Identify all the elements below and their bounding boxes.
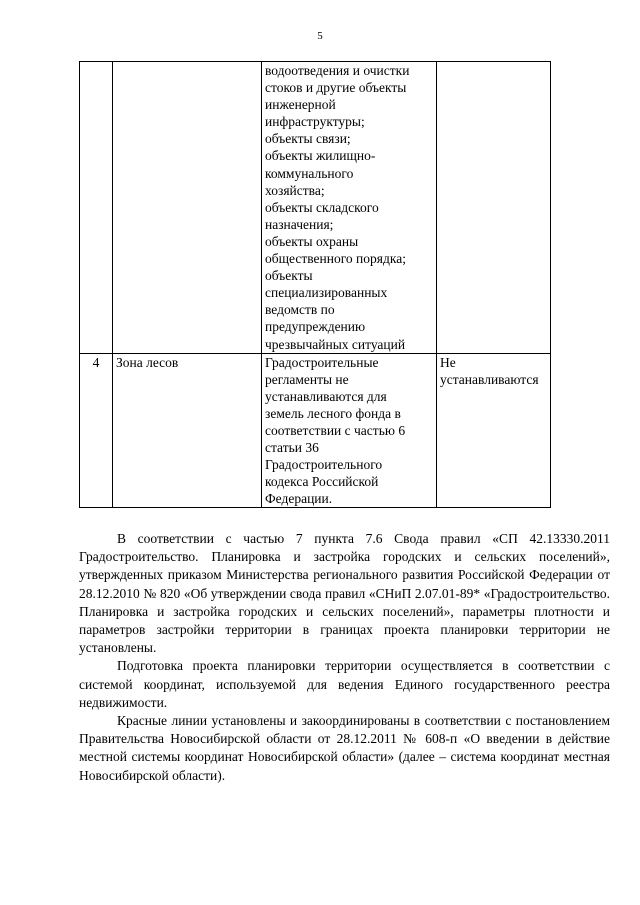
table-row-4 [80, 353, 551, 508]
cell-line: объекты жилищно- [265, 148, 376, 164]
paragraph-red-lines: Красные линии установлены и закоординированы в соответствии с постановлением Правительства Новосибирской области от 28.12.2011 № 608-п «О введении в действие местной системы координат Новосибирской области» (далее – система координат местная Новосибирской области). [79, 713, 610, 783]
cell-line: статьи 36 [265, 440, 319, 456]
cell-line: объекты [265, 268, 313, 284]
paragraph-sp-reference: В соответствии с частью 7 пункта 7.6 Свода правил «СП 42.13330.2011 Градостроительство. Планировка и застройка городских и сельских поселений», утвержденных приказом Министерства регионального развития Российской Федерации от 28.12.2010 № 820 «Об утверждении свода правил «СНиП 2.07.01-89* «Градостроительство. Планировка и застройка городских и сельских поселений», параметры плотности и параметров застройки территории в границах проекта планировки территории не установлены. [79, 531, 610, 656]
cell-line: объекты связи; [265, 131, 351, 147]
limits-cell: Не устанавливаются [437, 353, 551, 508]
cell-line: коммунального [265, 165, 354, 181]
cell-line: чрезвычайных ситуаций [265, 336, 406, 352]
cell-line: объекты складского [265, 199, 379, 215]
cell-line: земель лесного фонда в [265, 405, 401, 421]
cell-line: назначения; [265, 216, 334, 232]
cell-line: стоков и другие объекты [265, 80, 407, 96]
cell-line: соответствии с частью 6 [265, 422, 406, 438]
cell-line: устанавливаются для [265, 388, 387, 404]
cell-line: инженерной [265, 97, 336, 113]
row-number-cell [80, 62, 113, 354]
cell-line: специализированных [265, 285, 388, 301]
cell-line: водоотведения и очистки [265, 63, 410, 78]
cell-line: объекты охраны [265, 233, 359, 249]
body-text [79, 530, 610, 785]
cell-line: хозяйства; [265, 182, 325, 198]
permitted-uses-cell [262, 353, 437, 508]
table-row-continued [80, 62, 551, 354]
zones-table [79, 61, 551, 508]
cell-line: предупреждению [265, 319, 366, 335]
cell-line: Градостроительные [265, 354, 379, 370]
cell-line: общественного порядка; [265, 251, 406, 267]
paragraph-coordinate-system: Подготовка проекта планировки территории осуществляется в соответствии с системой координат, используемой для ведения Единого государственного реестра недвижимости. [79, 658, 610, 710]
permitted-uses-cell [262, 62, 437, 354]
cell-line: ведомств по [265, 302, 335, 318]
row-number-cell: 4 [80, 353, 113, 508]
cell-line: кодекса Российской [265, 474, 379, 490]
cell-line: Федерации. [265, 491, 333, 507]
zone-name-cell: Зона лесов [113, 353, 262, 508]
limits-cell [437, 62, 551, 354]
cell-line: Градостроительного [265, 457, 383, 473]
cell-line: регламенты не [265, 371, 349, 387]
zone-name-cell [113, 62, 262, 354]
page-number: 5 [317, 30, 323, 42]
cell-line: инфраструктуры; [265, 114, 365, 130]
